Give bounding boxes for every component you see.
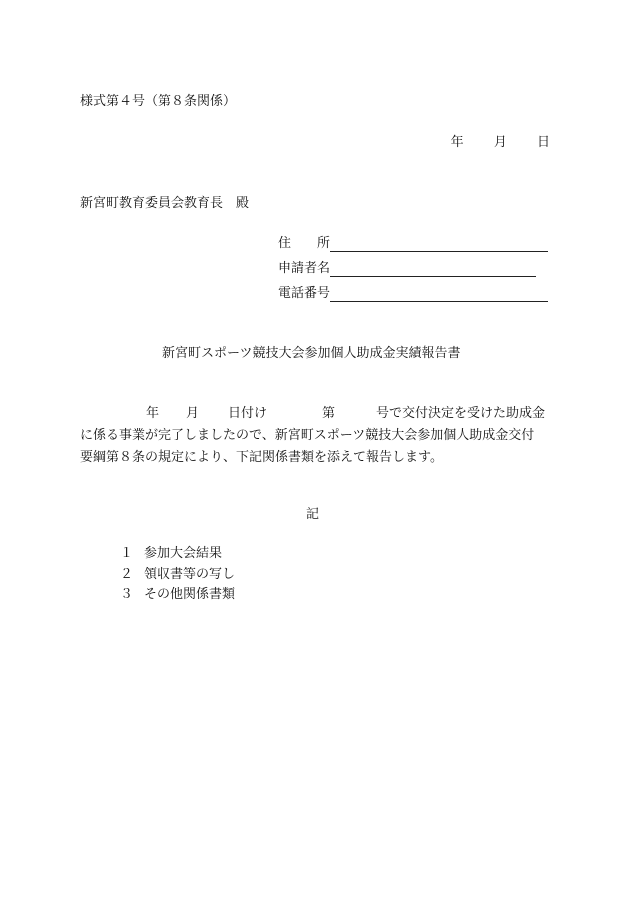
address-blank [330, 239, 548, 252]
list-item-number: ３ [120, 587, 134, 602]
list-item-text: その他関係書類 [144, 587, 236, 602]
body-year-label: 年 [146, 406, 160, 421]
body-month-label: 月 [186, 406, 200, 421]
form-number: 様式第４号（第８条関係） [80, 94, 237, 109]
body-line-1-rest: 号で交付決定を受けた助成金 [376, 406, 546, 421]
body-line-3: 要綱第８条の規定により、下記関係書類を添えて報告します。 [80, 450, 443, 465]
address-field [278, 236, 548, 254]
list-item-number: １ [120, 546, 134, 561]
body-line-1 [80, 406, 550, 422]
body-number-prefix: 第 [322, 406, 336, 421]
phone-blank [330, 289, 548, 302]
list-item [120, 567, 235, 583]
addressee: 新宮町教育委員会教育長 殿 [80, 196, 250, 211]
phone-field [278, 286, 548, 304]
date-line [451, 135, 550, 151]
list-item-number: ２ [120, 567, 134, 582]
date-day-label: 日 [536, 135, 550, 150]
address-label: 住 所 [278, 236, 331, 251]
body-dated-label: 日付け [228, 406, 268, 421]
list-item-text: 領収書等の写し [144, 567, 236, 582]
document-title: 新宮町スポーツ競技大会参加個人助成金実績報告書 [162, 346, 461, 361]
list-item-text: 参加大会結果 [144, 546, 223, 561]
applicant-name-blank [330, 264, 536, 277]
body-line-2: に係る事業が完了しましたので、新宮町スポーツ競技大会参加個人助成金交付 [80, 428, 535, 443]
date-month-label: 月 [493, 135, 507, 150]
ki-heading: 記 [306, 507, 320, 522]
date-year-label: 年 [450, 135, 464, 150]
phone-label: 電話番号 [278, 286, 331, 301]
applicant-name-label: 申請者名 [278, 261, 331, 276]
applicant-name-field [278, 261, 536, 279]
list-item [120, 587, 235, 603]
list-item [120, 546, 222, 562]
